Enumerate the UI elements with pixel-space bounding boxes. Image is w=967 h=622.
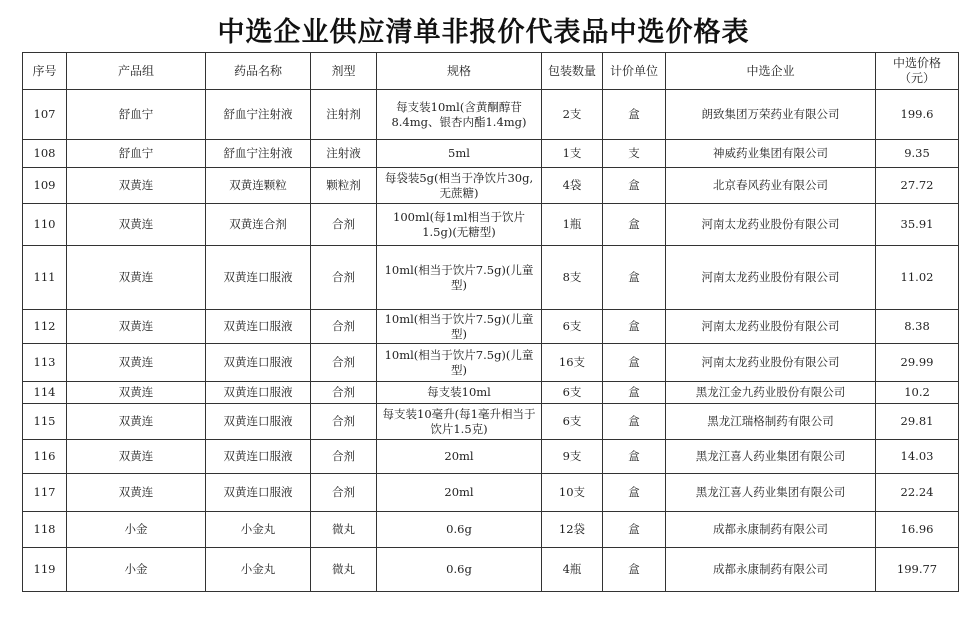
col-drug-name-cell: 双黄连口服液 (206, 382, 311, 404)
table-row (23, 90, 959, 140)
header-col-price: 中选价格（元） (876, 53, 959, 90)
header-col-unit: 计价单位 (603, 53, 666, 90)
header-col-drug-name: 药品名称 (206, 53, 311, 90)
col-spec-cell: 5ml (377, 140, 542, 168)
col-price-cell: 10.2 (876, 382, 959, 404)
col-unit-cell: 盒 (603, 246, 666, 310)
table-row (23, 382, 959, 404)
col-drug-name-cell: 舒血宁注射液 (206, 140, 311, 168)
col-pack-qty-cell: 8支 (542, 246, 603, 310)
col-pack-qty-cell: 9支 (542, 440, 603, 474)
header-col-no: 序号 (23, 53, 67, 90)
col-no-cell: 109 (23, 168, 67, 204)
col-spec-cell: 20ml (377, 440, 542, 474)
col-spec-cell: 每支装10ml(含黄酮醇苷8.4mg、银杏内酯1.4mg) (377, 90, 542, 140)
col-dosage-form-cell: 合剂 (311, 382, 377, 404)
col-drug-name-cell: 双黄连口服液 (206, 246, 311, 310)
col-price-cell: 29.81 (876, 404, 959, 440)
col-product-group-cell: 双黄连 (67, 404, 206, 440)
col-no-cell: 118 (23, 512, 67, 548)
col-drug-name-cell: 舒血宁注射液 (206, 90, 311, 140)
col-company-cell: 神威药业集团有限公司 (666, 140, 876, 168)
header-col-company: 中选企业 (666, 53, 876, 90)
col-company-cell: 黑龙江喜人药业集团有限公司 (666, 474, 876, 512)
col-spec-cell: 每袋装5g(相当于净饮片30g,无蔗糖) (377, 168, 542, 204)
col-price-cell: 199.77 (876, 548, 959, 592)
header-col-dosage-form: 剂型 (311, 53, 377, 90)
col-spec-cell: 每支装10ml (377, 382, 542, 404)
table-row (23, 440, 959, 474)
col-company-cell: 北京春风药业有限公司 (666, 168, 876, 204)
col-pack-qty-cell: 16支 (542, 344, 603, 382)
col-drug-name-cell: 双黄连口服液 (206, 404, 311, 440)
col-price-cell: 9.35 (876, 140, 959, 168)
col-unit-cell: 盒 (603, 310, 666, 344)
col-pack-qty-cell: 10支 (542, 474, 603, 512)
col-price-cell: 8.38 (876, 310, 959, 344)
col-product-group-cell: 舒血宁 (67, 90, 206, 140)
col-unit-cell: 盒 (603, 344, 666, 382)
col-product-group-cell: 小金 (67, 512, 206, 548)
col-dosage-form-cell: 注射剂 (311, 90, 377, 140)
col-no-cell: 112 (23, 310, 67, 344)
col-spec-cell: 0.6g (377, 548, 542, 592)
col-spec-cell: 10ml(相当于饮片7.5g)(儿童型) (377, 310, 542, 344)
document-title: 中选企业供应清单非报价代表品中选价格表 (217, 17, 750, 48)
header-col-spec: 规格 (377, 53, 542, 90)
header-row (23, 53, 959, 90)
col-dosage-form-cell: 合剂 (311, 440, 377, 474)
col-product-group-cell: 双黄连 (67, 344, 206, 382)
col-no-cell: 113 (23, 344, 67, 382)
col-pack-qty-cell: 12袋 (542, 512, 603, 548)
col-pack-qty-cell: 6支 (542, 310, 603, 344)
col-pack-qty-cell: 4瓶 (542, 548, 603, 592)
table-row (23, 246, 959, 310)
col-product-group-cell: 双黄连 (67, 440, 206, 474)
col-dosage-form-cell: 合剂 (311, 344, 377, 382)
col-dosage-form-cell: 微丸 (311, 512, 377, 548)
col-no-cell: 107 (23, 90, 67, 140)
col-pack-qty-cell: 6支 (542, 404, 603, 440)
col-price-cell: 29.99 (876, 344, 959, 382)
col-unit-cell: 盒 (603, 474, 666, 512)
col-dosage-form-cell: 颗粒剂 (311, 168, 377, 204)
table-body (23, 90, 959, 592)
col-unit-cell: 支 (603, 140, 666, 168)
col-price-cell: 35.91 (876, 204, 959, 246)
col-company-cell: 河南太龙药业股份有限公司 (666, 310, 876, 344)
col-drug-name-cell: 双黄连合剂 (206, 204, 311, 246)
col-no-cell: 108 (23, 140, 67, 168)
col-no-cell: 110 (23, 204, 67, 246)
col-spec-cell: 10ml(相当于饮片7.5g)(儿童型) (377, 344, 542, 382)
col-price-cell: 22.24 (876, 474, 959, 512)
col-price-cell: 14.03 (876, 440, 959, 474)
col-pack-qty-cell: 6支 (542, 382, 603, 404)
table-row (23, 512, 959, 548)
col-drug-name-cell: 双黄连口服液 (206, 344, 311, 382)
col-drug-name-cell: 双黄连颗粒 (206, 168, 311, 204)
col-unit-cell: 盒 (603, 204, 666, 246)
header-col-product-group: 产品组 (67, 53, 206, 90)
col-company-cell: 黑龙江瑞格制药有限公司 (666, 404, 876, 440)
col-unit-cell: 盒 (603, 548, 666, 592)
col-company-cell: 成都永康制药有限公司 (666, 512, 876, 548)
col-price-cell: 16.96 (876, 512, 959, 548)
col-unit-cell: 盒 (603, 404, 666, 440)
col-spec-cell: 10ml(相当于饮片7.5g)(儿童型) (377, 246, 542, 310)
header-col-pack-qty: 包装数量 (542, 53, 603, 90)
col-product-group-cell: 舒血宁 (67, 140, 206, 168)
table-row (23, 548, 959, 592)
col-product-group-cell: 双黄连 (67, 310, 206, 344)
col-no-cell: 116 (23, 440, 67, 474)
col-product-group-cell: 双黄连 (67, 246, 206, 310)
col-spec-cell: 20ml (377, 474, 542, 512)
col-no-cell: 115 (23, 404, 67, 440)
col-pack-qty-cell: 4袋 (542, 168, 603, 204)
col-price-cell: 199.6 (876, 90, 959, 140)
table-row (23, 310, 959, 344)
col-spec-cell: 100ml(每1ml相当于饮片1.5g)(无糖型) (377, 204, 542, 246)
col-dosage-form-cell: 合剂 (311, 246, 377, 310)
col-product-group-cell: 双黄连 (67, 382, 206, 404)
col-company-cell: 黑龙江喜人药业集团有限公司 (666, 440, 876, 474)
table-row (23, 404, 959, 440)
col-price-cell: 27.72 (876, 168, 959, 204)
col-company-cell: 河南太龙药业股份有限公司 (666, 246, 876, 310)
col-no-cell: 119 (23, 548, 67, 592)
col-unit-cell: 盒 (603, 90, 666, 140)
col-dosage-form-cell: 合剂 (311, 404, 377, 440)
col-no-cell: 111 (23, 246, 67, 310)
col-product-group-cell: 双黄连 (67, 168, 206, 204)
price-table (22, 52, 959, 592)
table-row (23, 140, 959, 168)
col-company-cell: 河南太龙药业股份有限公司 (666, 204, 876, 246)
table-row (23, 204, 959, 246)
col-dosage-form-cell: 注射液 (311, 140, 377, 168)
table-row (23, 474, 959, 512)
col-company-cell: 黑龙江金九药业股份有限公司 (666, 382, 876, 404)
col-unit-cell: 盒 (603, 440, 666, 474)
col-unit-cell: 盒 (603, 512, 666, 548)
col-drug-name-cell: 小金丸 (206, 548, 311, 592)
col-company-cell: 河南太龙药业股份有限公司 (666, 344, 876, 382)
table-row (23, 344, 959, 382)
col-dosage-form-cell: 合剂 (311, 310, 377, 344)
col-product-group-cell: 双黄连 (67, 204, 206, 246)
col-drug-name-cell: 双黄连口服液 (206, 474, 311, 512)
col-company-cell: 成都永康制药有限公司 (666, 548, 876, 592)
col-dosage-form-cell: 合剂 (311, 474, 377, 512)
col-drug-name-cell: 小金丸 (206, 512, 311, 548)
col-price-cell: 11.02 (876, 246, 959, 310)
col-pack-qty-cell: 2支 (542, 90, 603, 140)
col-unit-cell: 盒 (603, 382, 666, 404)
col-dosage-form-cell: 合剂 (311, 204, 377, 246)
table-row (23, 168, 959, 204)
col-company-cell: 朗致集团万荣药业有限公司 (666, 90, 876, 140)
col-pack-qty-cell: 1支 (542, 140, 603, 168)
col-unit-cell: 盒 (603, 168, 666, 204)
col-drug-name-cell: 双黄连口服液 (206, 440, 311, 474)
col-pack-qty-cell: 1瓶 (542, 204, 603, 246)
col-no-cell: 114 (23, 382, 67, 404)
col-drug-name-cell: 双黄连口服液 (206, 310, 311, 344)
col-product-group-cell: 小金 (67, 548, 206, 592)
col-spec-cell: 0.6g (377, 512, 542, 548)
col-no-cell: 117 (23, 474, 67, 512)
col-product-group-cell: 双黄连 (67, 474, 206, 512)
col-spec-cell: 每支装10毫升(每1毫升相当于饮片1.5克) (377, 404, 542, 440)
col-dosage-form-cell: 微丸 (311, 548, 377, 592)
